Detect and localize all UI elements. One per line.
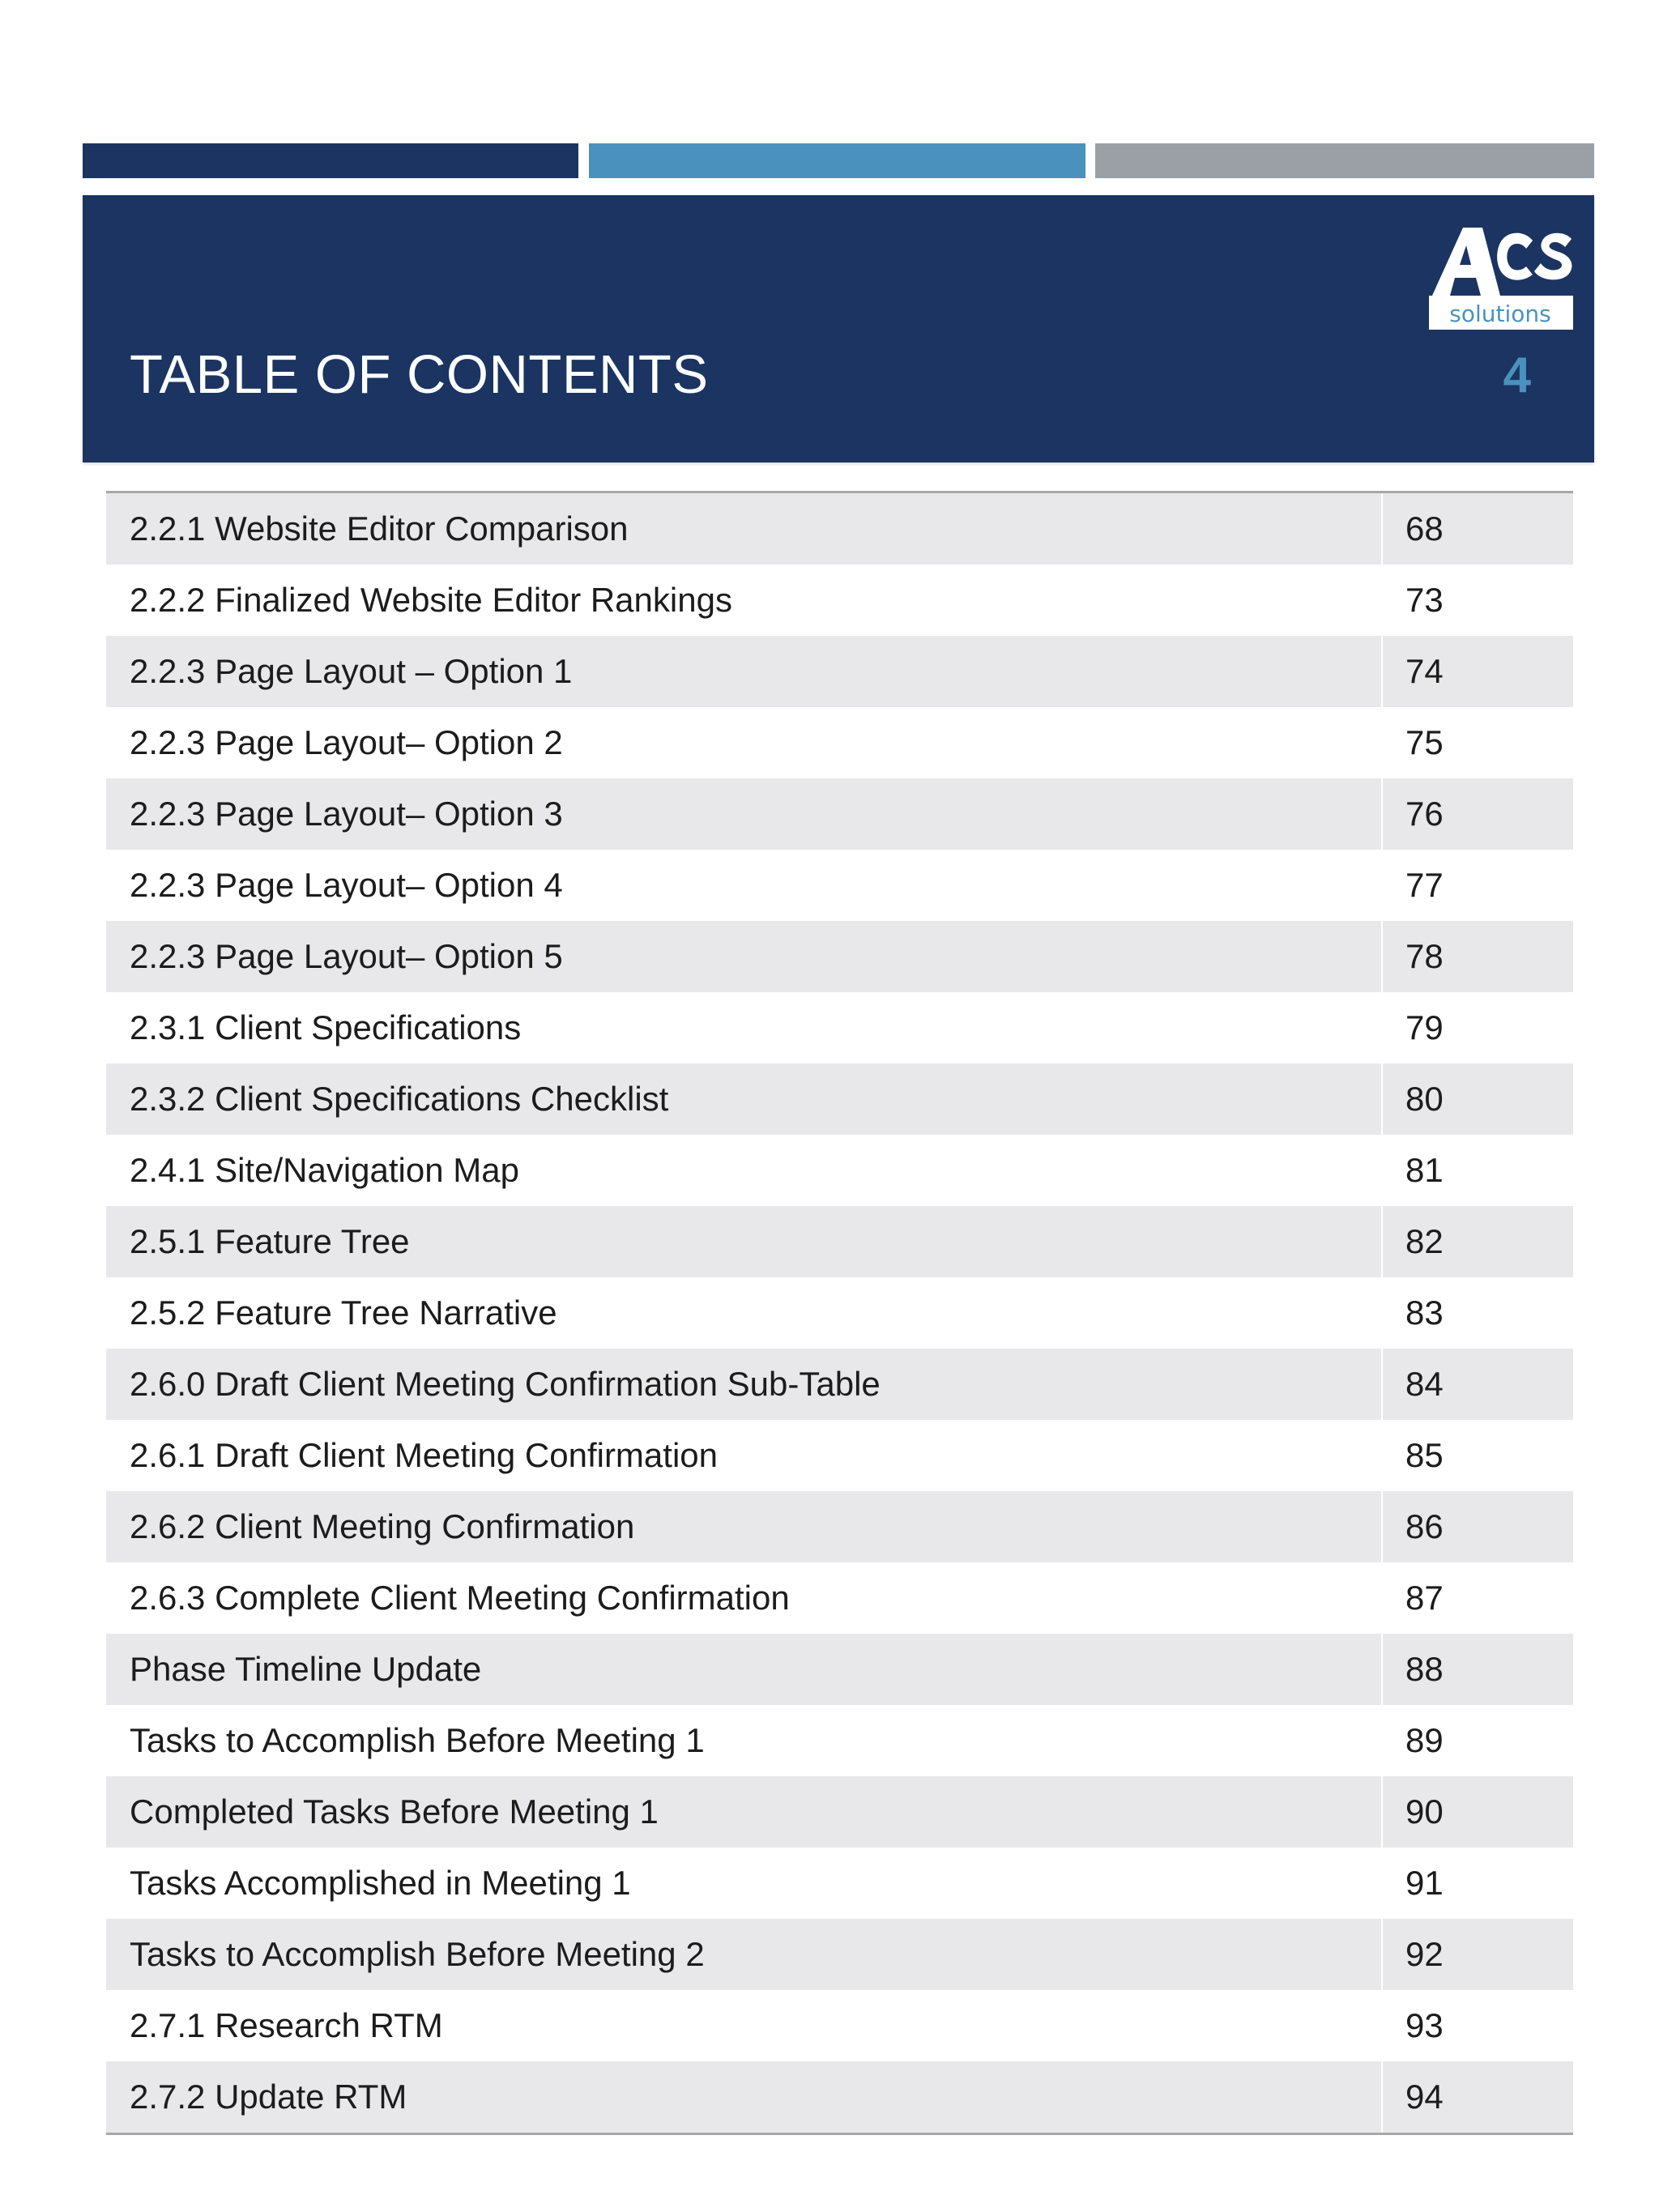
toc-entry-page: 94 <box>1405 2078 1444 2116</box>
toc-row <box>106 1705 1573 1776</box>
toc-entry-title: Completed Tasks Before Meeting 1 <box>106 1776 1383 1848</box>
toc-row <box>106 1919 1573 1990</box>
toc-entry-title: 2.6.0 Draft Client Meeting Confirmation Sub-Table <box>106 1349 1383 1420</box>
toc-entry-page: 91 <box>1405 1864 1444 1902</box>
toc-row <box>106 1634 1573 1705</box>
toc-row <box>106 636 1573 707</box>
header-band <box>83 195 1594 462</box>
toc-row <box>106 1277 1573 1349</box>
toc-entry-title: 2.4.1 Site/Navigation Map <box>106 1135 1383 1206</box>
acs-solutions-logo <box>1426 224 1576 333</box>
toc-entry-title: 2.6.1 Draft Client Meeting Confirmation <box>106 1420 1383 1491</box>
toc-row <box>106 493 1573 565</box>
toc-entry-title: 2.2.3 Page Layout– Option 3 <box>106 778 1383 850</box>
toc-entry-title: 2.3.1 Client Specifications <box>106 992 1383 1063</box>
toc-entry-title: 2.2.3 Page Layout – Option 1 <box>106 636 1383 707</box>
toc-row <box>106 921 1573 992</box>
toc-row <box>106 1491 1573 1562</box>
toc-entry-title: 2.2.2 Finalized Website Editor Rankings <box>106 565 1383 636</box>
toc-entry-page: 86 <box>1405 1507 1444 1545</box>
toc-entry-page: 74 <box>1405 652 1444 690</box>
toc-entry-page: 78 <box>1405 937 1444 975</box>
toc-entry-title: 2.5.1 Feature Tree <box>106 1206 1383 1277</box>
toc-entry-page: 88 <box>1405 1650 1444 1688</box>
header-strip-blue <box>589 143 1085 178</box>
toc-entry-page: 92 <box>1405 1935 1444 1973</box>
toc-entry-page: 82 <box>1405 1222 1444 1260</box>
logo-subtext: solutions <box>1449 300 1551 327</box>
toc-entry-page: 80 <box>1405 1080 1444 1118</box>
page-number: 4 <box>1503 347 1531 403</box>
toc-entry-title: Tasks to Accomplish Before Meeting 1 <box>106 1705 1383 1776</box>
toc-entry-page: 76 <box>1405 795 1444 833</box>
toc-entry-page: 83 <box>1405 1294 1444 1332</box>
toc-entry-page: 79 <box>1405 1008 1444 1046</box>
toc-entry-page: 90 <box>1405 1792 1444 1831</box>
toc-entry-title: 2.2.1 Website Editor Comparison <box>106 493 1383 565</box>
toc-entry-page: 81 <box>1405 1151 1444 1189</box>
toc-entry-page: 73 <box>1405 581 1444 619</box>
toc-entry-title: 2.6.2 Client Meeting Confirmation <box>106 1491 1383 1562</box>
header-strip-gray <box>1095 143 1594 178</box>
toc-entry-page: 84 <box>1405 1365 1444 1403</box>
toc-entry-page: 87 <box>1405 1579 1444 1617</box>
toc-table <box>106 491 1573 2135</box>
toc-entry-page: 93 <box>1405 2006 1444 2044</box>
toc-row <box>106 1848 1573 1919</box>
toc-entry-title: Tasks Accomplished in Meeting 1 <box>106 1848 1383 1919</box>
toc-entry-page: 89 <box>1405 1721 1444 1759</box>
toc-row <box>106 1063 1573 1135</box>
toc-row <box>106 707 1573 778</box>
toc-row <box>106 565 1573 636</box>
toc-row <box>106 1349 1573 1420</box>
toc-entry-title: 2.7.2 Update RTM <box>106 2061 1383 2133</box>
toc-entry-title: Phase Timeline Update <box>106 1634 1383 1705</box>
toc-entry-title: 2.5.2 Feature Tree Narrative <box>106 1277 1383 1349</box>
toc-row <box>106 1990 1573 2061</box>
toc-entry-title: 2.6.3 Complete Client Meeting Confirmation <box>106 1562 1383 1634</box>
toc-entry-title: 2.3.2 Client Specifications Checklist <box>106 1063 1383 1135</box>
toc-row <box>106 2061 1573 2133</box>
toc-row <box>106 1206 1573 1277</box>
toc-entry-title: 2.7.1 Research RTM <box>106 1990 1383 2061</box>
toc-row <box>106 992 1573 1063</box>
toc-row <box>106 1135 1573 1206</box>
toc-entry-title: 2.2.3 Page Layout– Option 5 <box>106 921 1383 992</box>
toc-entry-title: Tasks to Accomplish Before Meeting 2 <box>106 1919 1383 1990</box>
toc-row <box>106 1420 1573 1491</box>
toc-entry-title: 2.2.3 Page Layout– Option 2 <box>106 707 1383 778</box>
toc-row <box>106 1562 1573 1634</box>
toc-entry-title: 2.2.3 Page Layout– Option 4 <box>106 850 1383 921</box>
toc-entry-page: 68 <box>1405 509 1444 548</box>
page-title: TABLE OF CONTENTS <box>130 344 709 405</box>
toc-row <box>106 850 1573 921</box>
toc-entry-page: 77 <box>1405 866 1444 904</box>
toc-entry-page: 75 <box>1405 723 1444 761</box>
toc-row <box>106 1776 1573 1848</box>
header-strip-navy <box>83 143 578 178</box>
toc-entry-page: 85 <box>1405 1436 1444 1474</box>
toc-row <box>106 778 1573 850</box>
